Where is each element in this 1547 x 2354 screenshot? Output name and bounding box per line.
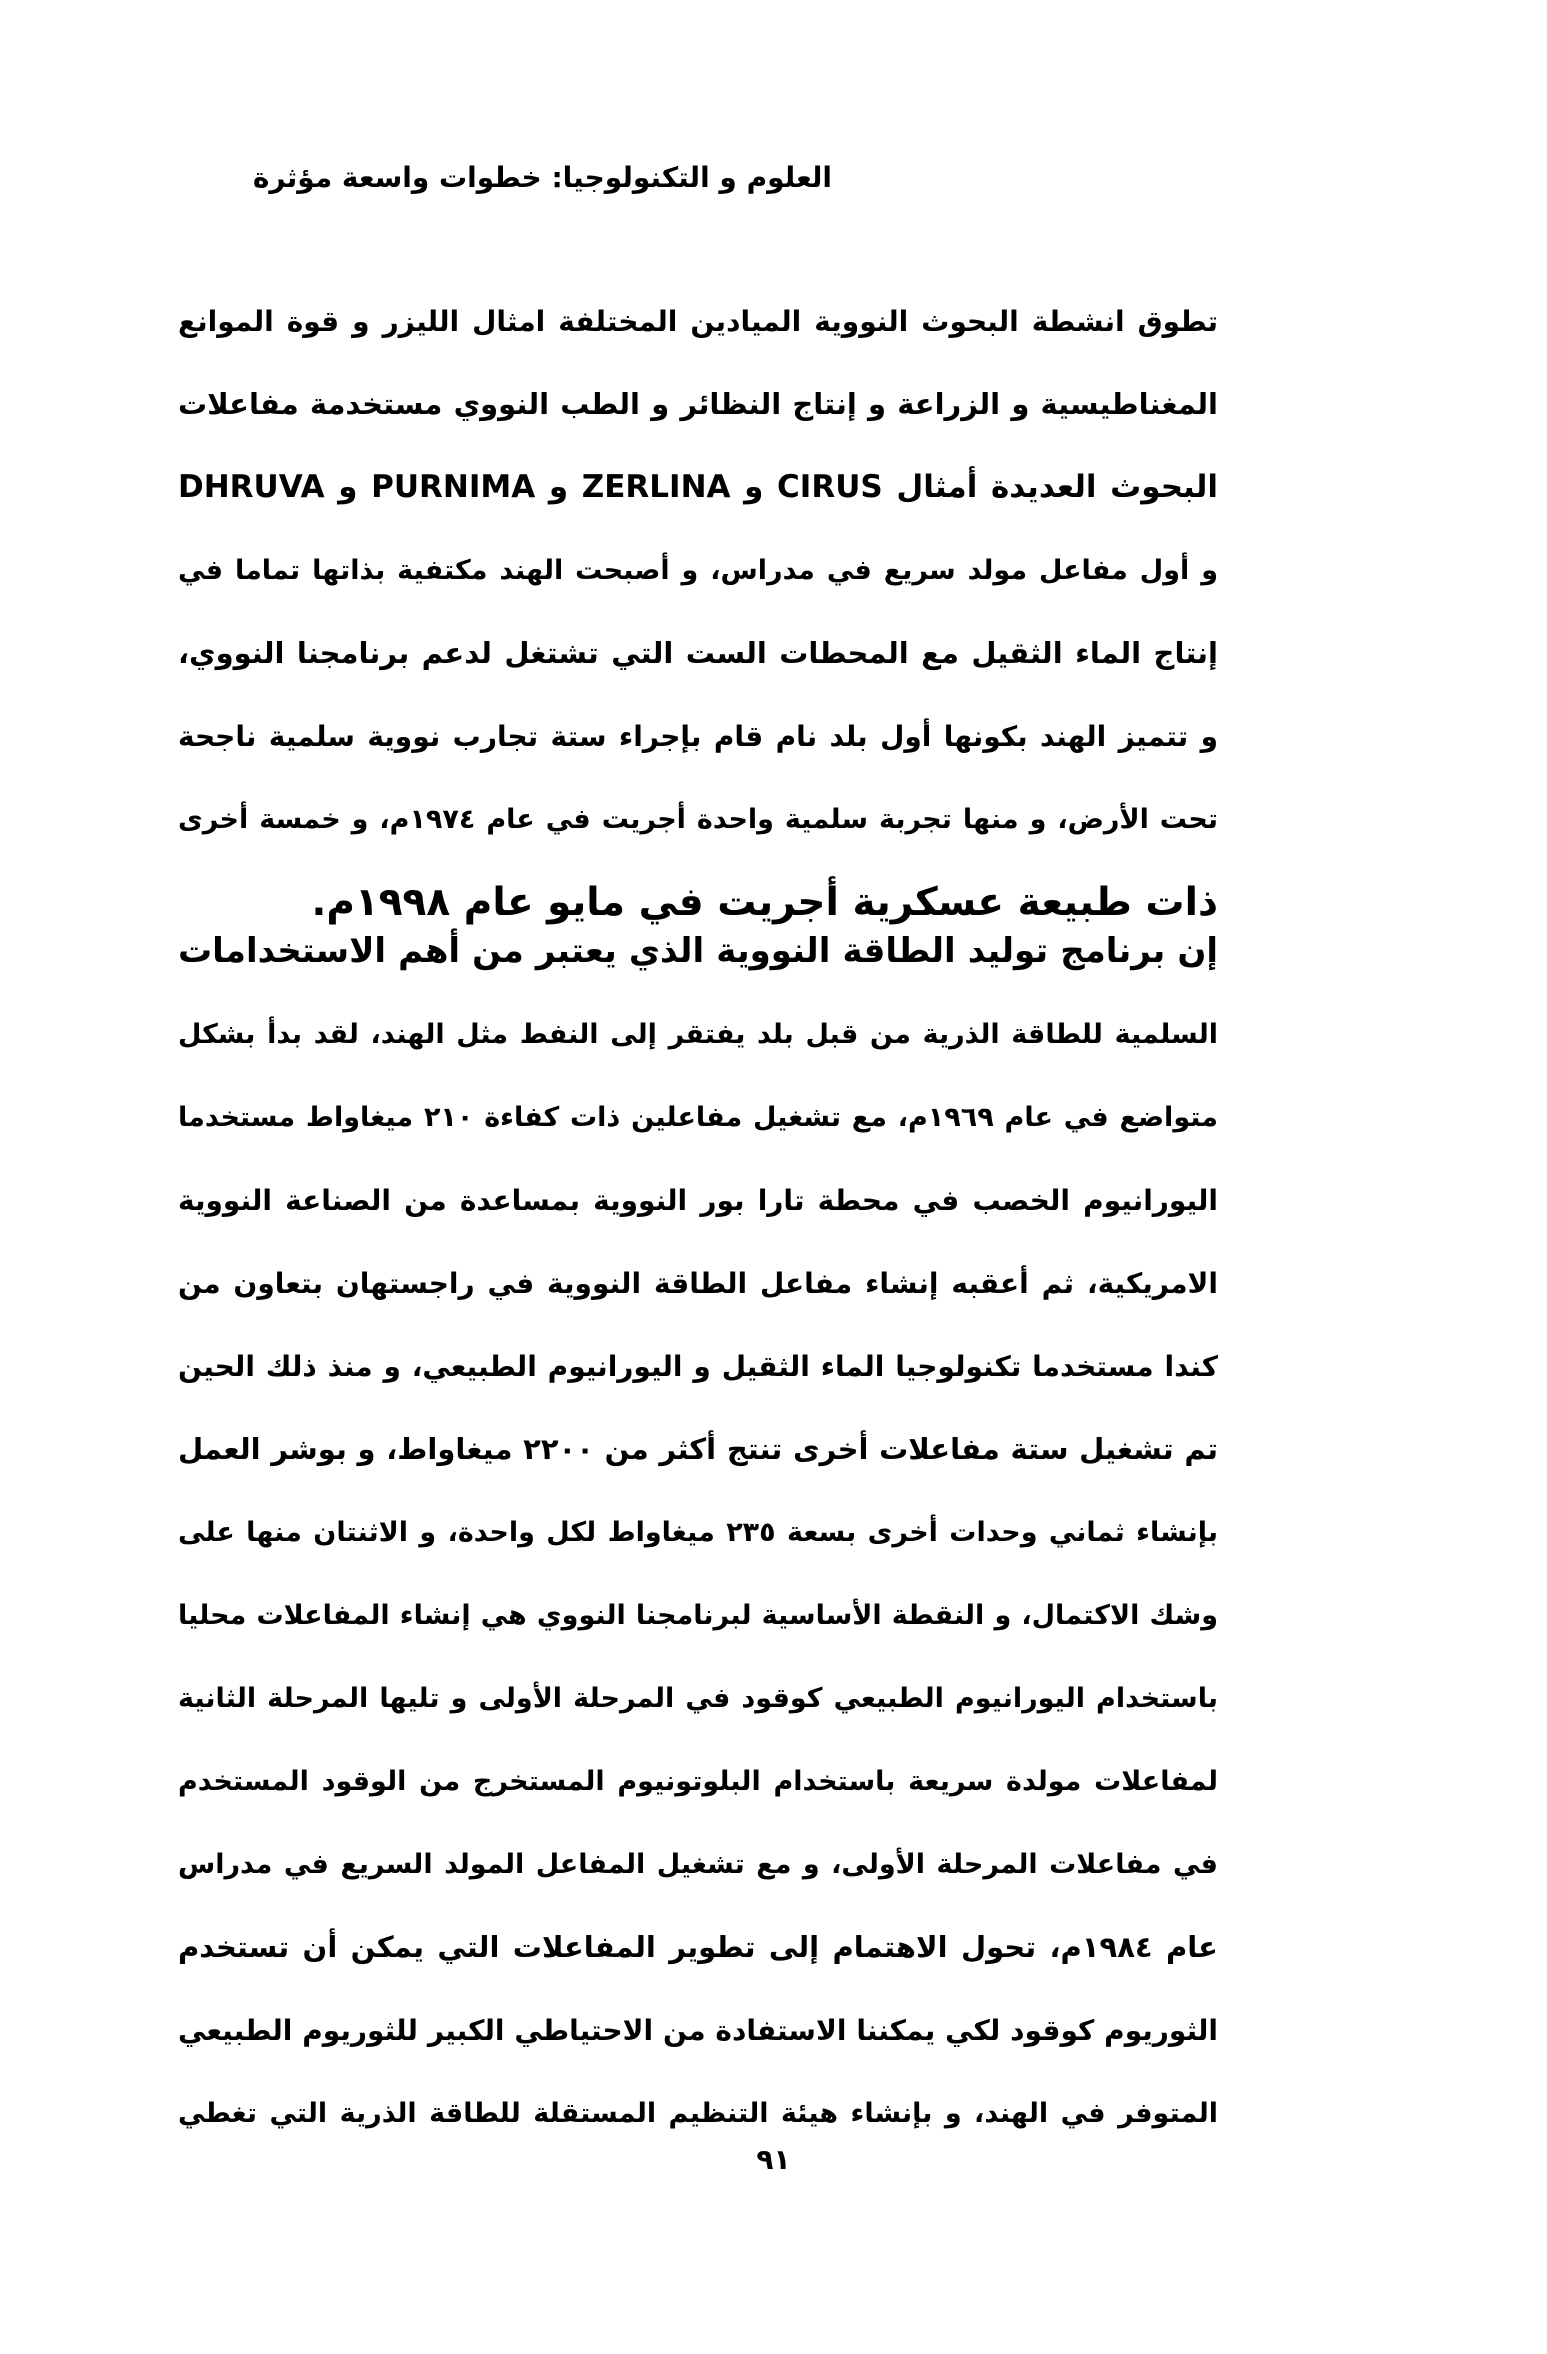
text-line: لمفاعلات مولدة سريعة باستخدام البلوتونيوم المستخرج من الوقود المستخدم <box>178 1766 1218 1797</box>
text-line: وشك الاكتمال، و النقطة الأساسية لبرنامجنا النووي هي إنشاء المفاعلات محليا <box>178 1600 1218 1631</box>
page-number: ٩١ <box>756 2143 791 2176</box>
text-line: ذات طبيعة عسكرية أجريت في مايو عام ١٩٩٨م. <box>311 880 1218 925</box>
text-line: المتوفر في الهند، و بإنشاء هيئة التنظيم المستقلة للطاقة الذرية التي تغطي <box>178 2098 1218 2129</box>
text-line: الامريكية، ثم أعقبه إنشاء مفاعل الطاقة النووية في راجستهان بتعاون من <box>178 1267 1218 1300</box>
running-header: العلوم و التكنولوجيا: خطوات واسعة مؤثرة <box>252 161 832 194</box>
paragraph-1 <box>178 280 1218 944</box>
text-line: البحوث العديدة أمثال CIRUS و ZERLINA و PURNIMA و DHRUVA <box>178 469 1218 505</box>
text-line: باستخدام اليورانيوم الطبيعي كوقود في المرحلة الأولى و تليها المرحلة الثانية <box>178 1683 1218 1714</box>
text-line: تم تشغيل ستة مفاعلات أخرى تنتج أكثر من ٢٢٠٠ ميغاواط، و بوشر العمل <box>178 1432 1218 1466</box>
text-line: عام ١٩٨٤م، تحول الاهتمام إلى تطوير المفاعلات التي يمكن أن تستخدم <box>178 1930 1218 1964</box>
text-line: اليورانيوم الخصب في محطة تارا بور النووية بمساعدة من الصناعة النووية <box>178 1184 1218 1217</box>
text-line: الثوريوم كوقود لكي يمكننا الاستفادة من الاحتياطي الكبير للثوريوم الطبيعي <box>178 2014 1218 2047</box>
text-line: و أول مفاعل مولد سريع في مدراس، و أصبحت الهند مكتفية بذاتها تماما في <box>178 555 1218 586</box>
paragraph-2 <box>178 910 1218 2155</box>
text-line: تطوق انشطة البحوث النووية الميادين المختلفة امثال الليزر و قوة الموانع <box>178 305 1218 338</box>
text-line: السلمية للطاقة الذرية من قبل بلد يفتقر إلى النفط مثل الهند، لقد بدأ بشكل <box>178 1019 1218 1050</box>
text-line: إن برنامج توليد الطاقة النووية الذي يعتبر من أهم الاستخدامات <box>178 931 1218 971</box>
text-line: متواضع في عام ١٩٦٩م، مع تشغيل مفاعلين ذات كفاءة ٢١٠ ميغاواط مستخدما <box>178 1102 1218 1133</box>
text-line: و تتميز الهند بكونها أول بلد نام قام بإجراء ستة تجارب نووية سلمية ناجحة <box>178 720 1218 753</box>
text-line: كندا مستخدما تكنولوجيا الماء الثقيل و اليورانيوم الطبيعي، و منذ ذلك الحين <box>178 1350 1218 1383</box>
text-line: تحت الأرض، و منها تجربة سلمية واحدة أجريت في عام ١٩٧٤م، و خمسة أخرى <box>178 804 1218 835</box>
text-line: بإنشاء ثماني وحدات أخرى بسعة ٢٣٥ ميغاواط لكل واحدة، و الاثنتان منها على <box>178 1517 1218 1548</box>
text-line: إنتاج الماء الثقيل مع المحطات الست التي تشتغل لدعم برنامجنا النووي، <box>178 636 1218 670</box>
text-line: في مفاعلات المرحلة الأولى، و مع تشغيل المفاعل المولد السريع في مدراس <box>178 1849 1218 1880</box>
text-line: المغناطيسية و الزراعة و إنتاج النظائر و الطب النووي مستخدمة مفاعلات <box>178 387 1218 421</box>
